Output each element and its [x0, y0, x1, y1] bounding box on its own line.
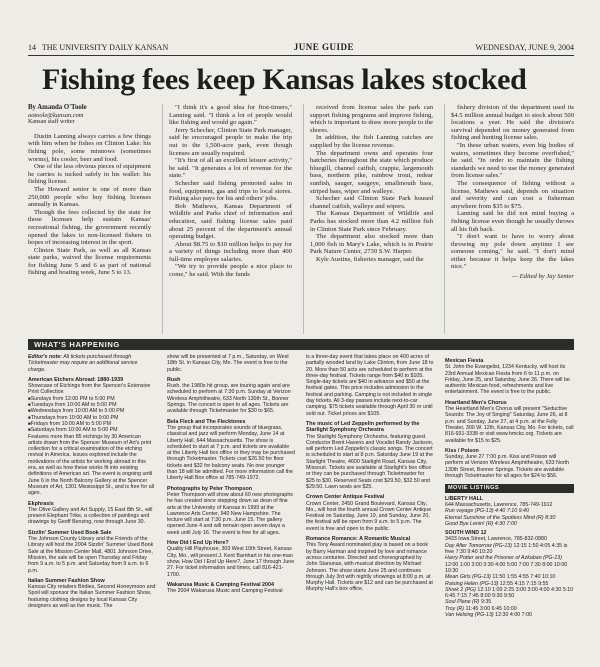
event-item: [306, 354, 434, 417]
event-description: The Olive Gallery and Art Supply, 15 East 8th St., will present Elephant Trike, a collection of paintings and drawings by Geoff Benzing, now through June 30.: [28, 506, 153, 526]
event-description: Kansas City retailers Birdies, Second Honeymoon and Spoil will sponsor the Italian Summer Fashion Show, featuring clothing designs by local Kansas City designers as well as live music. The: [28, 584, 156, 609]
event-title: Kiss / Poison: [445, 447, 479, 454]
story-paragraph: Though the fees collected by the state for those licenses help sustain Kansas' recreational fishing, the government recently opened the lakes to non-licensed fishers in hopes of increasing interest in the sport.: [28, 208, 151, 247]
masthead-left: [28, 43, 172, 52]
event-title: How Did I End Up Here?: [167, 540, 229, 547]
movie-times: 11:45 3:00 6:45 10:00: [465, 605, 517, 612]
hours-item: ■ Fridays from 10:00 AM to 5:00 PM: [28, 421, 156, 427]
paragraph-group: [451, 104, 574, 271]
paragraph-group: [28, 133, 151, 277]
movie-title: Van Helsing (PG-13): [445, 611, 494, 618]
story-paragraph: Clinton State Park, as well as all Kansas state parks, waived the license requirements for fishing June 5 and 6 as part of national fishing and boating week, June 5 to 13.: [28, 246, 151, 277]
headline: Fishing fees keep Kansas lakes stocked: [42, 63, 527, 96]
story-paragraph: fishery division of the department used its $4.5 million annual budget to stock about 500 locations a year. He said the division's survival depended on money generated from fishing and hunting license sales.: [451, 104, 574, 142]
event-item: [445, 400, 574, 444]
page-number: 14: [28, 42, 36, 52]
movie-times: 11:50 1:55 4:55 7:40 10:10: [492, 574, 556, 581]
story-paragraph: "I don't want to have to worry about throwing my pole down anytime I see someone coming," he said. "I don't mind either because it helps keep the the lakes nice.": [451, 233, 574, 271]
movie-title: Day After Tomorrow (PG-13): [445, 542, 513, 549]
story-paragraph: The Kansas Department of Wildlife and Parks has stocked more than 4.2 million fish in Clinton State Park since February.: [310, 210, 433, 233]
column-divider: [303, 104, 304, 334]
story-paragraph: Jerry Schecher, Clinton State Park manager, said he encouraged people to make the trip out to the 1,500-acre park, even though licenses are usually required.: [169, 126, 292, 157]
event-title: Bela Fleck and The Flecktones: [167, 418, 246, 425]
movie-times: 12:30 4:00 7:00: [495, 611, 532, 618]
newspaper-page: [28, 40, 574, 660]
events-column-2: [167, 354, 295, 660]
movie-title: Raising Helen (PG-13): [445, 580, 499, 587]
story-column-4: [451, 104, 574, 334]
whats-happening-section: [28, 354, 574, 660]
event-description: Features more than 85 etchings by 30 American artists drawn from the Spencer Museum of Art's print collection for a critical examination of the etching revival in America. Issues explored include the motivations of the artists for working abroad in this era, as well as how these works fit into existing definitions of American art. The event is ongoing until June 6 in the North Balcony Gallery at the Spencer Museum of Art, 1301 Mississippi St., and is free for all ages.: [28, 433, 155, 497]
event-title: The music of Led Zeppelin performed by the Starlight Symphony Orchestra: [306, 420, 420, 434]
event-description: is a three-day event that takes place on 400 acres of partially wooded land by Lake Clinton, from June 18 to 20. More than 50 acts are scheduled to perform at the three-day festival. Tickets range from $40 to $105. Single-day tickets are $40 in advance and $50 at the festival gates. This price includes admission to the festival and parking. Camping is not included in single day tickets. All 3-day passes include next-to-car camping. $75 tickets available through April 30 or until sold out. Ticket prices are $105.: [306, 354, 434, 417]
event-description: The Heartland Men's Chorus will present "Seductive Sounds: The Joy of Singing" Saturday, June 26, at 8 p.m. and Sunday, June 27, at 4 p.m. at the Folly Theater, 300 W. 12th, Kansas City, Mo. For tickets, call 816-931-3338 or visit www.hmckc.org. Tickets are available for $15 to $25.: [445, 406, 574, 444]
event-description: The Johnson County Library and the Friends of the Library will host the 2004 Sizzlin' Summer Used Book Sale at the Mission Center Mall, 4801 Johnson Drive, Mission, the sale will be open Thursday and Friday from 9 a.m. to 5 p.m. and Saturday from 9 a.m. to 6 p.m.: [28, 536, 154, 574]
event-title: Sizzlin' Summer Used Book Sale: [28, 529, 112, 536]
issue-date: WEDNESDAY, JUNE 9, 2004: [475, 42, 574, 52]
event-item: [167, 582, 295, 595]
event-title: Rush: [167, 376, 181, 383]
story-paragraph: Bob Mathews, Kansas Department of Wildlife and Parks chief of information and education, said fishing license sales paid about 25 percent of the department's annual operating budget.: [169, 202, 292, 241]
event-item: [167, 377, 295, 415]
event-title: Mexican Fiesta: [445, 358, 484, 364]
event-item: [306, 421, 434, 490]
event-group: [306, 354, 434, 593]
movie-times: 9:35: [480, 599, 492, 606]
story-paragraph: "We try to provide people a nice place to come," he said. With the funds: [169, 263, 292, 279]
event-item: [28, 530, 156, 574]
editor-credit: — Edited by Jay Senter: [512, 273, 574, 281]
event-item: [28, 396, 156, 434]
movie-title: Run voyage (PG-13) 4:40 7:10 9:40: [445, 508, 529, 515]
story-paragraph: Dustin Lanning always carries a few things with him when he fishes on Clinton Lake: his fishing pole, some minnows (sometimes worms), his cooler, beer and food.: [28, 132, 151, 163]
theater-name: LIBERTY HALL: [445, 495, 484, 502]
events-column-1: [28, 354, 156, 660]
movie-title: Mean Girls (PG-13): [445, 574, 491, 581]
movie-entry: [445, 587, 574, 600]
story-paragraph: "I think it's a good idea for first-timers," Lanning said. "I think a lot of people would like fishing and would go again.": [169, 104, 292, 127]
story-paragraph: Schecher said fishing promoted sales in food, equipment, gas and trips to local stores. Fishing also pays for his and others' jobs.: [169, 179, 292, 203]
byline-role: Kansan staff writer: [28, 119, 75, 126]
event-title: Photographs by Peter Thompson: [167, 485, 253, 492]
event-item: [445, 358, 574, 396]
theater-name: SOUTH WIND 12: [445, 530, 487, 537]
column-divider: [444, 104, 445, 334]
event-item: [445, 448, 574, 479]
event-item: [306, 494, 434, 532]
story-paragraph: One of the less obvious pieces of equipment he carries is tucked safely in his wallet: his fishing license.: [28, 163, 151, 186]
event-title: Heartland Men's Chorus: [445, 399, 507, 406]
story-paragraph: Schecher said Clinton State Park housed channel catfish, walleye and wipers.: [310, 195, 433, 210]
story-paragraph: "It's first of all an excellent leisure activity," he said. "It generates a lot of revenue for the state.": [169, 157, 292, 180]
event-title: Ekphrasis: [28, 500, 54, 507]
story-paragraph: The consequence of fishing without a license, Mathews said, depends on situation and severity and can cost a fisherman anywhere from $35 to $75.: [451, 179, 574, 210]
story-paragraph: received from license sales the park can support fishing programs and improve fishing, which is important to draw more people to the shores.: [310, 104, 433, 134]
events-column-4: [445, 354, 574, 660]
event-description: Sunday, June 27 7:00 p.m. Kiss and Poison will perform at Verizon Wireless Amphitheatre, 633 North 130th Street, Bonner Springs. Tickets are available through Ticketmaster for all ages for $24 to $56.: [445, 454, 569, 480]
movie-entry: [445, 521, 574, 527]
story-column-1: [28, 104, 151, 334]
masthead-rule: [28, 55, 574, 56]
movie-entry: [445, 555, 574, 574]
event-description: Rush, the 1980s hit group, are touring again and are scheduled to perform at 7:30 p.m. Sunday at Verizon Wireless Amphitheatre, 633 North 130th St., Bonner Springs. The concert is open to all ages. Tickets are available through Ticketmaster for $30 to $65.: [167, 383, 291, 415]
story-paragraph: "In these urban waters, even big bodies of waters, sometimes they become overfished," he said. "In order to maintain the fishing standards we need to use the money generated from license sales.": [451, 141, 574, 180]
theater-address: 3433 Iowa Street, Lawrence, 785-832-0880: [445, 536, 547, 543]
hours-item: ■ Sundays from 12:00 PM to 5:00 PM: [28, 396, 156, 402]
story-paragraph: Lanning said he did not mind buying a fishing license even though he usually throws all his fish back.: [451, 210, 574, 233]
event-description: Peter Thompson will show about 60 new photographs he has created since stepping down as dean of fine arts at the University of Kansas in 1999 at the Lawrence Arts Center, 940 New Hampshire. The lecture will start at 7:30 p.m. June 15. The gallery opened June 4 and will remain open seven days a week until July 16. The event is free for all ages.: [167, 491, 293, 536]
event-description: The 2004 Wakarusa Music and Camping Festival: [167, 588, 283, 595]
event-title: Romance Romance: A Romantic Musical: [306, 536, 411, 543]
byline-name: By Amanda O'Toole: [28, 104, 87, 111]
event-item: [28, 501, 156, 526]
hours-item: ■ Thursdays from 10:00 AM to 9:00 PM: [28, 415, 156, 421]
story-paragraph: The department also stocked more than 1,000 fish in Mary's Lake, which is in Prairie Park Nature Center, 2730 S.W. Harper.: [310, 233, 433, 256]
event-title: Italian Summer Fashion Show: [28, 577, 105, 584]
theater-address: 644 Massachusetts, Lawrence, 785-749-1912: [445, 501, 553, 508]
event-item: [167, 354, 295, 373]
event-title: American Etchers Abroad: 1880-1939: [28, 376, 124, 383]
event-description: The group that incorporates sounds of bluegrass, classical and jazz will perform Monday, June 14 at Liberty Hall, 644 Massachusetts. The show is scheduled to start at 7 p.m. and tickets are available at the Liberty Hall box office or they may be purchased through Ticketmaster. Tickets cost $26.50 for floor tickets and $32 for balcony seats. No one younger than 18 will be admitted. For more information call the Liberty Hall Box office at 785-749-1972.: [167, 424, 295, 482]
events-column-3: [306, 354, 434, 660]
movie-times: 12:15 1:50 4:05 4:35 is free 7:30 9:40 10:20: [445, 542, 568, 556]
event-item: [306, 536, 434, 593]
movie-title: Troy (R): [445, 605, 465, 612]
hours-list: [28, 396, 156, 434]
event-description: Showcase of Etchings from the Spencer's Extensive Print Collection: [28, 383, 151, 396]
event-item: [167, 419, 295, 482]
event-description: St. John the Evangelist, 1234 Kentucky, will host its 23rd Annual Mexican Fiesta from 6 to 11 p.m. on Friday, June 25, and Saturday, June 26. There will be authentic Mexican food, refreshments and live entertainment. The event is free to the public.: [445, 364, 570, 396]
paragraph-group: [310, 104, 433, 263]
movie-title: Eternal Sunshine of the Spotless Mind (R) 8:30: [445, 514, 556, 521]
movie-entry: [445, 612, 574, 618]
hours-item: ■ Wednesdays from 10:00 AM to 5:00 PM: [28, 408, 156, 414]
event-item: [28, 434, 156, 497]
story-paragraph: Kyle Austins, fisheries manager, said the: [316, 255, 424, 263]
editors-note: [28, 354, 156, 373]
event-item: [28, 377, 156, 396]
movie-times: 12:10 1:00 2:25 3:00 3:00 4:00 4:30 5:10 6:45 7:15 7:45 8:00 9:30 9:50: [445, 586, 574, 600]
hours-item: ■ Tuesdays from 10:00 AM to 5:00 PM: [28, 402, 156, 408]
editors-note-label: Editor's note:: [28, 354, 62, 360]
event-description: The Starlight Symphony Orchestra, featuring guest Conductor Brent Havens and Vocalist Randy Jackson, will perform Led Zeppelin's classic songs. The concert is scheduled to start at 8 p.m. Saturday June 19 at the Starlight Theatre, 4600 Starlight Road, Kansas City, Missouri. Tickets are available at Starlight's box office or they can be purchased through Ticketmaster for $25 to $30. Reserved Seats cost $29.50, $32.50 and $29.50. Lawn seats are $25.: [306, 433, 434, 490]
event-group: [28, 377, 156, 609]
movie-title: Harry Potter and the Prisoner of Azkaban (PG-13): [445, 555, 562, 562]
event-group: [167, 354, 295, 594]
event-title: Crown Center Antique Festival: [306, 494, 385, 501]
paper-name: THE UNIVERSITY DAILY KANSAN: [41, 42, 169, 52]
story-paragraph: The department owns and operates four hatcheries throughout the state which produce bluegill, channel catfish, crappie, largemouth bass, northern pike, rainbow trout, redear sunfish, sauger, saugeye, smallmouth bass, striped bass, wiper and walleye.: [310, 149, 433, 195]
byline-email[interactable]: aotoole@kansan.com: [28, 111, 84, 119]
movie-title: Good Bye Lenin! (R) 4:30 7:00: [445, 520, 517, 527]
movie-times: 12:00 1:00 3:00 3:30 4:00 5:00 7:00 7:30 8:00 10:00 10:30: [445, 561, 568, 574]
story-column-2: [169, 104, 292, 334]
story-paragraph: About $8.75 to $10 million helps to pay for a variety of things including more than 400 full-time employee salaries.: [169, 240, 292, 263]
paragraph-group: [169, 104, 292, 279]
story-paragraph: The Howard senior is one of more than 250,000 people who buy fishing licenses annually in Kansas.: [28, 185, 151, 209]
event-description: show will be presented at 7 p.m., Saturday, on West 18th St. in Kansas City, Mo. The event is free to the public.: [167, 354, 289, 373]
story-body: [28, 104, 574, 334]
column-divider: [162, 104, 163, 334]
event-description: Quality Hill Playhouse, 303 West 10th Street, Kansas City, Mo., will present J. Kent Barnhart in his one-man show, How Did I End Up Here?, June 17 through June 27. For ticket information and times, call 816-421-1700.: [167, 546, 295, 578]
movie-entry: [445, 543, 574, 556]
movie-title: Shrek 2 (PG): [445, 586, 476, 593]
story-column-3: [310, 104, 433, 334]
story-paragraph: In addition, the fish Lanning catches are supplied by the license revenue.: [310, 134, 433, 149]
event-item: [167, 486, 295, 536]
movie-listings-header: MOVIE LISTINGS: [445, 484, 574, 492]
masthead: [28, 40, 574, 54]
whats-happening-header: WHAT'S HAPPENING: [28, 339, 574, 350]
event-title: Wakarusa Music & Camping Festival 2004: [167, 581, 275, 588]
event-item: [28, 578, 156, 609]
movie-title: Soul Plane (R): [445, 599, 480, 606]
event-description: This Tony Award nominated play is based on a book by Barry Harman and inspired by love and romance across centuries. Directed and choreographed by John Stanunas, with musical direction by Michael Johnson. The show starts June 25 and continues through July 3rd with nightly showings at 8:00 p.m. at Murphy Hall. Tickets are $12 and can be purchased at Murphy Hall's box office.: [306, 542, 433, 593]
section-name: JUNE GUIDE: [293, 42, 355, 52]
movie-times: 12:55 4:15 7:15 9:55: [499, 580, 549, 587]
hours-item: ■ Saturdays from 10:00 AM to 5:00 PM: [28, 427, 156, 433]
editors-note-text: All tickets purchased through Ticketmaster may require an additional service charge.: [28, 354, 138, 373]
event-item: [167, 540, 295, 578]
event-group: [445, 358, 574, 479]
event-description: Crown Center, 2450 Grand Boulevard, Kansas City, Mo., will host the fourth annual Crown Center Antique Festival on Saturday, June 19, and Sunday, June 20, the festival will be open from 9 a.m. to 5 p.m. The event is free and open to the public.: [306, 500, 432, 532]
movie-listings: [445, 496, 574, 619]
